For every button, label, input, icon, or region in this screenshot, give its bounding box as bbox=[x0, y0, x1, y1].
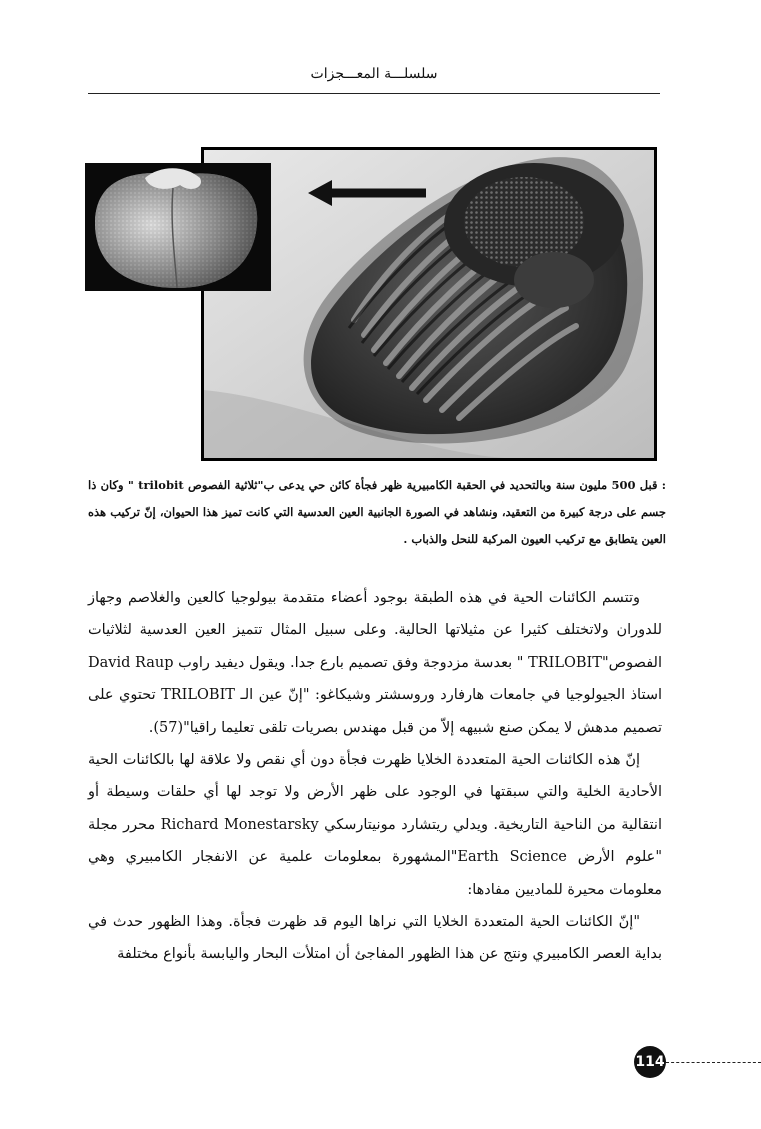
header-rule bbox=[88, 93, 660, 94]
trilobite-eye-inset-photo bbox=[85, 163, 271, 291]
body-text bbox=[88, 582, 662, 971]
figure-caption: : قبل 500 مليون سنة وبالتحديد في الحقبة الكامبيرية ظهر فجأة كائن حي يدعى ب"ثلاثية الفصوص trilobit " وكان ذا جسم على درجة كبيرة من التعقيد، ونشاهد في الصورة الجانبية العين العدسية التي كانت تميز هذا الحيوان، إنّ تركيب هذه العين يتطابق مع تركيب العيون المركبة للنحل والذباب . bbox=[88, 478, 666, 546]
paragraph: وتتسم الكائنات الحية في هذه الطبقة بوجود أعضاء متقدمة بيولوجيا كالعين والغلاصم وجهاز للدوران ولاتختلف كثيرا عن مثيلاتها الحالية. وعلى سبيل المثال تتميز العين العدسية لثلاثيات الفصوص"TRILOBIT " بعدسة مزدوجة وفق تصميم بارع جدا. ويقول ديفيد راوب David Raup استاذ الجيولوجيا في جامعات هارفارد وروسشتر وشيكاغو: "إنّ عين الـ TRILOBIT تحتوي على تصميم مدهش لا يمكن صنع شبيهه إلاّ من قبل مهندس بصريات تلقى تعليما راقيا"(57). bbox=[88, 590, 662, 736]
paragraph: "إنّ الكائنات الحية المتعددة الخلايا التي نراها اليوم قد ظهرت فجأة. وهذا الظهور حدث في بداية العصر الكامبيري ونتج عن هذا الظهور المفاجئ أن امتلأت البحار واليابسة بأنواع مختلفة bbox=[88, 914, 662, 963]
page-number: 114 bbox=[634, 1046, 666, 1078]
footer-dashed-rule bbox=[666, 1062, 761, 1063]
running-header: سلسلـــة المعـــجزات bbox=[310, 66, 438, 82]
paragraph: إنّ هذه الكائنات الحية المتعددة الخلايا ظهرت فجأة دون أي نقص ولا علاقة لها بالكائنات الحية الأحادية الخلية والتي سبقتها في الوجود على ظهر الأرض ولا توجد لها أي حلقات وسيطة أو انتقالية من الناحية التاريخية. ويدلي ريتشارد مونيتارسكي Richard Monestarsky محرر مجلة "علوم الأرض Earth Science"المشهورة بمعلومات علمية عن الانفجار الكامبيري وهي معلومات محيرة للماديين مفادها: bbox=[88, 752, 662, 898]
